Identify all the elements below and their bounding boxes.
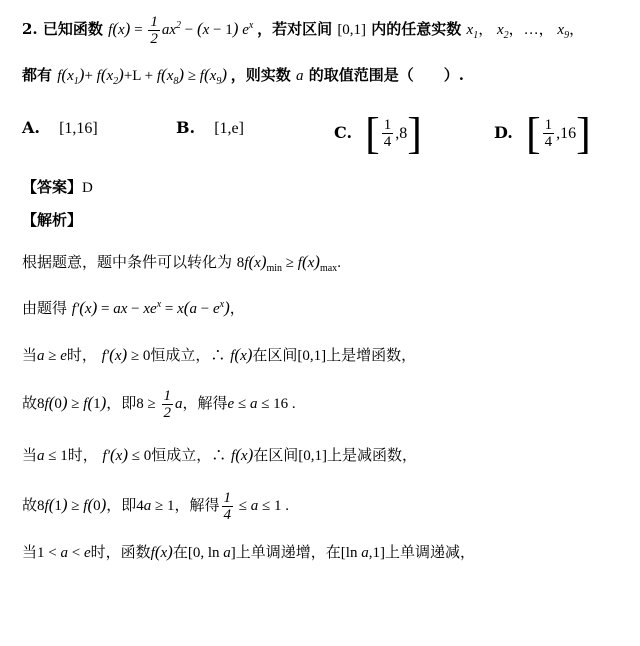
question-line-2 xyxy=(22,65,464,87)
question-number: 2. xyxy=(22,19,38,38)
l5-interval: [0,1] xyxy=(298,448,327,464)
l7-interval2: [ln a,1] xyxy=(340,545,385,561)
option-b-label: B. xyxy=(176,118,196,137)
l6-ineq: 8f(1) ≥ f(0) xyxy=(37,494,107,514)
l4c: ，解得 xyxy=(182,393,228,412)
l3c: 恒成立，∴ xyxy=(150,346,226,364)
question-line2b: ，则实数 xyxy=(230,66,291,84)
l7-f: f(x) xyxy=(150,542,173,561)
analysis-line-3 xyxy=(22,346,416,364)
function-definition: f(x) = $\frac{1}{2}$ $ax^2 - (x - 1)$ $e^x$ xyxy=(108,14,254,47)
analysis-label: 【解析】 xyxy=(22,211,83,229)
l7b: 时，函数 xyxy=(90,543,151,561)
option-d-den: 4 xyxy=(544,134,553,150)
question-line2a: 都有 xyxy=(22,66,53,84)
analysis-l2-math: f′(x) = ax − $xe^x = x(a - e^x)$， xyxy=(71,298,245,317)
l4-result: e ≤ a ≤ 16 . xyxy=(227,395,296,412)
option-c-rest: ,8 xyxy=(395,125,408,142)
l5a: 当 xyxy=(22,446,38,464)
l5e: 上是减函数， xyxy=(327,446,418,464)
interval-0-1: [0,1] xyxy=(337,21,367,38)
question-line-1 xyxy=(22,14,584,47)
variables-x1-x9: $x_1$， $x_2$，…， $x_9$， xyxy=(466,21,585,41)
l6c: ，解得 xyxy=(174,495,220,514)
analysis-l1-text: 根据题意，题中条件可以转化为 xyxy=(22,253,233,271)
l4b: ，即 xyxy=(106,393,137,412)
l5-cond: a ≤ 1 xyxy=(37,448,68,464)
l6-result: $\frac{1}{4}$ ≤ a ≤ 1 . xyxy=(223,490,290,523)
analysis-line-2 xyxy=(22,299,245,317)
option-c-num: 1 xyxy=(383,117,392,133)
answer-value: D xyxy=(82,180,93,196)
l7-cond: 1 < a < e xyxy=(37,545,91,561)
inequality-condition: $f(x_1)+ f(x_2)+L + f(x_8) \ge f(x_9)$ xyxy=(57,65,227,87)
analysis-line-7 xyxy=(22,543,475,561)
analysis-l1-math: $8f(x)_{min} \ge f(x)_{max}$. xyxy=(236,252,341,274)
l3-cond: a ≥ e xyxy=(37,348,67,364)
l5-f: f(x) xyxy=(231,445,254,464)
l4-ineq: 8f(0) ≥ f(1) xyxy=(37,392,107,412)
option-a-label: A. xyxy=(22,118,40,137)
answer-label: 【答案】 xyxy=(22,178,83,196)
option-b xyxy=(176,118,244,138)
l3-deriv: f′(x) ≥ 0 xyxy=(101,345,151,364)
option-b-value: [1,e] xyxy=(214,120,244,137)
l7a: 当 xyxy=(22,543,38,561)
option-d-label: D. xyxy=(494,123,513,142)
option-c-den: 4 xyxy=(383,134,392,150)
option-c: C. [ $\frac{1}{4}$ ,8] xyxy=(334,109,422,158)
analysis-l2-text: 由题得 xyxy=(22,299,68,317)
question-condition: ，若对区间 xyxy=(257,19,333,38)
l6-ineq2: 4a ≥ 1 xyxy=(136,497,175,514)
option-a-value: [1,16] xyxy=(59,120,98,137)
variable-a: a xyxy=(295,68,304,84)
l7-interval1: [0, ln a] xyxy=(187,545,236,561)
l5b: 时， xyxy=(67,446,98,464)
l5-deriv: f′(x) ≤ 0 xyxy=(102,445,152,464)
option-c-label: C. xyxy=(334,123,353,142)
answer-line xyxy=(22,180,93,196)
l6a: 故 xyxy=(22,495,38,514)
l3-interval: [0,1] xyxy=(297,348,327,364)
question-line2c: 的取值范围是（ ）. xyxy=(308,66,464,84)
l3d: 在区间 xyxy=(252,346,298,364)
option-d-rest: ,16 xyxy=(556,125,577,142)
l3e: 上是增函数， xyxy=(326,346,417,364)
question-condition2: 内的任意实数 xyxy=(371,19,462,38)
l3-f: f(x) xyxy=(230,345,253,364)
l3a: 当 xyxy=(22,346,38,364)
l7c: 在 xyxy=(172,543,188,561)
l3b: 时， xyxy=(66,346,97,364)
analysis-line-6 xyxy=(22,490,289,523)
option-a xyxy=(22,118,98,138)
analysis-line-5 xyxy=(22,446,417,464)
analysis-line-4 xyxy=(22,388,296,421)
question-intro: 已知函数 xyxy=(42,19,103,38)
l6b: ，即 xyxy=(106,495,137,514)
l4-ineq2: 8 ≥ $\frac{1}{2}$ a xyxy=(136,388,183,421)
l5c: 恒成立，∴ xyxy=(151,446,227,464)
l7e: 上单调递减， xyxy=(384,543,475,561)
option-d: D. [ $\frac{1}{4}$ ,16] xyxy=(494,109,591,158)
l7d: 上单调递增，在 xyxy=(235,543,341,561)
l4a: 故 xyxy=(22,393,38,412)
analysis-line-1 xyxy=(22,252,341,274)
option-d-num: 1 xyxy=(544,117,553,133)
l5d: 在区间 xyxy=(253,446,299,464)
